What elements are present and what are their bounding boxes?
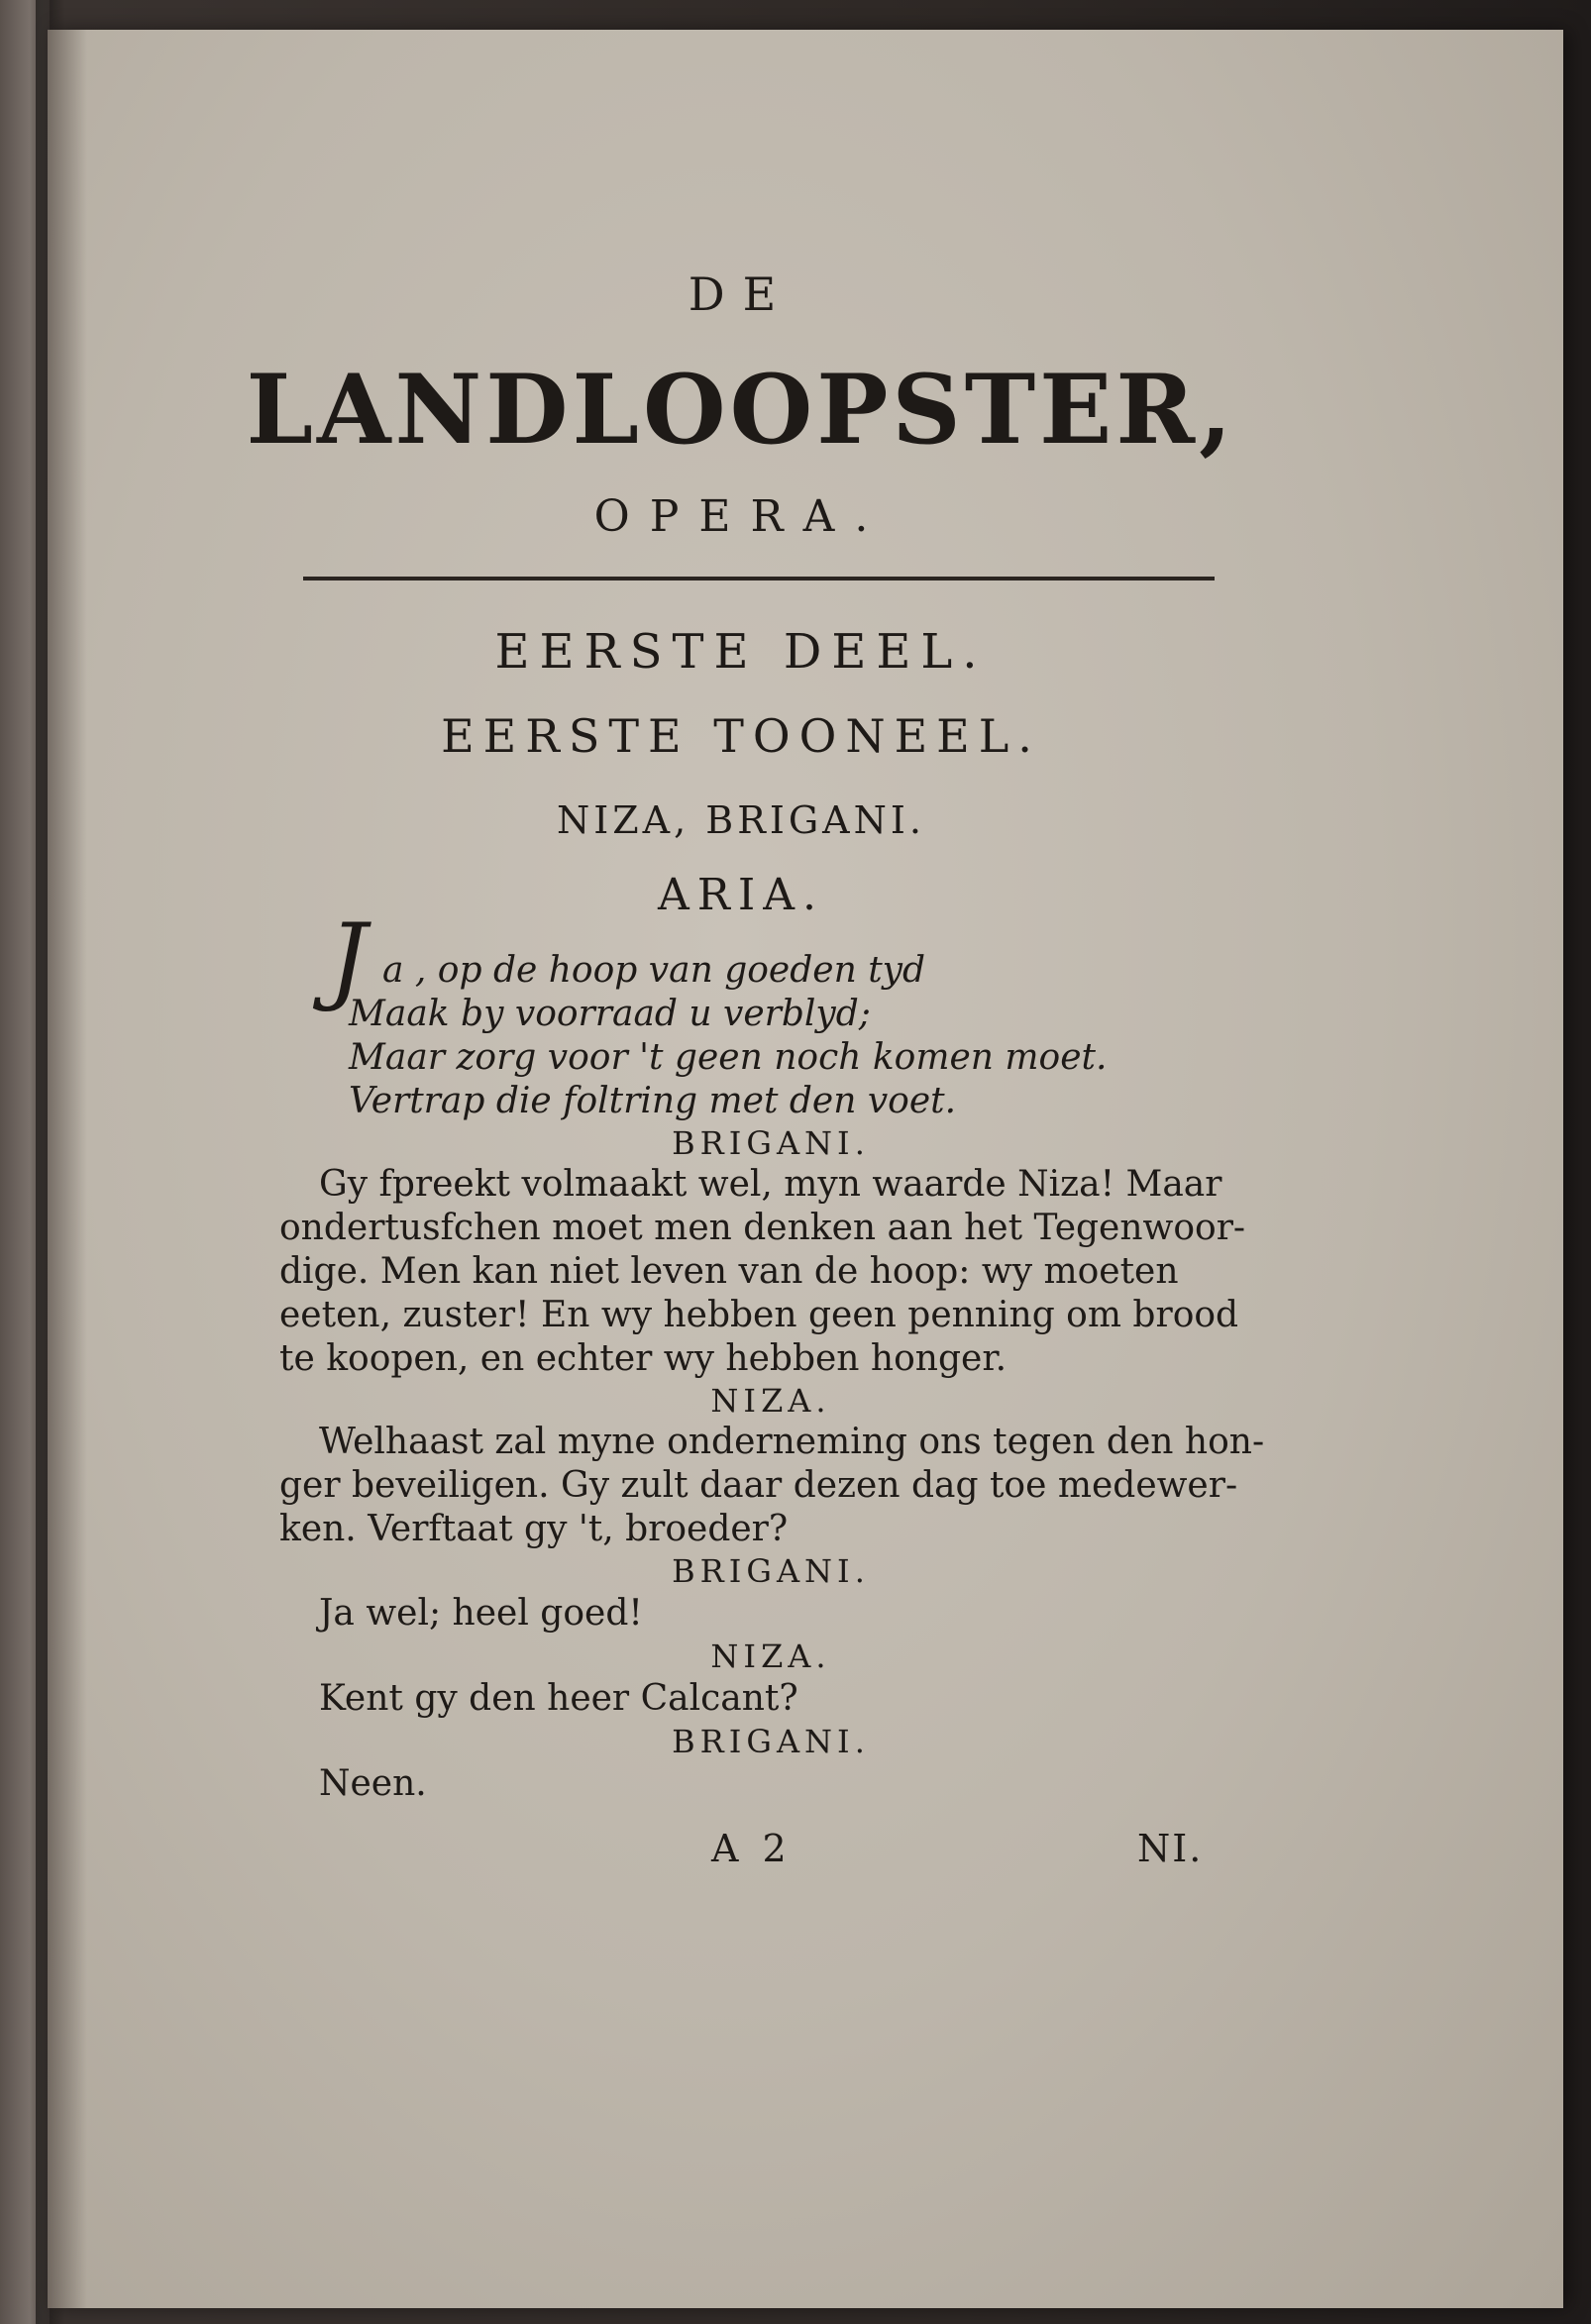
speech-line: ken. Verftaat gy 't, broeder?: [279, 1509, 789, 1549]
speech-line: Welhaast zal myne onderneming ons tegen den hon-: [319, 1422, 1265, 1462]
title-rule: [303, 577, 1215, 581]
title-genre: OPERA.: [593, 491, 889, 542]
speaker-name: NIZA.: [710, 1637, 831, 1675]
speech-text: [279, 1421, 1265, 1551]
speech-line: eeten, zuster! En wy hebben geen penning om brood: [279, 1295, 1239, 1335]
characters-line: NIZA, BRIGANI.: [557, 798, 925, 842]
speaker-name: NIZA.: [710, 1382, 831, 1420]
aria-line: Maar zorg voor 't geen noch komen moet.: [349, 1037, 1108, 1078]
speaker-name: BRIGANI.: [672, 1723, 870, 1760]
speech-line: Neen.: [319, 1763, 427, 1804]
catchword: NI.: [1137, 1827, 1204, 1870]
speech-text: [279, 1163, 1246, 1381]
speech-line: ondertusfchen moet men denken aan het Tegenwoor-: [279, 1208, 1246, 1248]
speaker-name: BRIGANI.: [672, 1552, 870, 1590]
page-footer: [226, 1827, 1256, 1886]
part-heading: EERSTE DEEL.: [494, 624, 988, 680]
speech-line: ger beveiligen. Gy zult daar dezen dag toe medewer-: [279, 1465, 1238, 1506]
aria-line: Maak by voorraad u verblyd;: [349, 994, 871, 1034]
aria-heading: ARIA.: [657, 870, 825, 920]
signature-mark: A 2: [711, 1827, 793, 1870]
speaker-name: BRIGANI.: [672, 1124, 870, 1162]
aria-verse: [329, 903, 1256, 1123]
speech-line: Kent gy den heer Calcant?: [319, 1678, 798, 1719]
aria-line: Vertrap die foltring met den voet.: [349, 1081, 957, 1121]
page-content: [226, 267, 1265, 1886]
speech-line: dige. Men kan niet leven van de hoop: wy moeten: [279, 1251, 1179, 1292]
drop-cap: J: [329, 903, 368, 1014]
title-article: DE: [688, 267, 795, 321]
book-page: [48, 30, 1563, 2308]
speech-line: Gy fpreekt volmaakt wel, myn waarde Niza! Maar: [319, 1164, 1222, 1205]
scene-heading: EERSTE TOONEEL.: [441, 709, 1041, 763]
speech-line: te koopen, en echter wy hebben honger.: [279, 1338, 1008, 1379]
aria-line: a , op de hoop van goeden tyd: [382, 950, 926, 991]
speech-line: Ja wel; heel goed!: [319, 1593, 643, 1634]
title-main: LANDLOOPSTER,: [246, 354, 1236, 466]
